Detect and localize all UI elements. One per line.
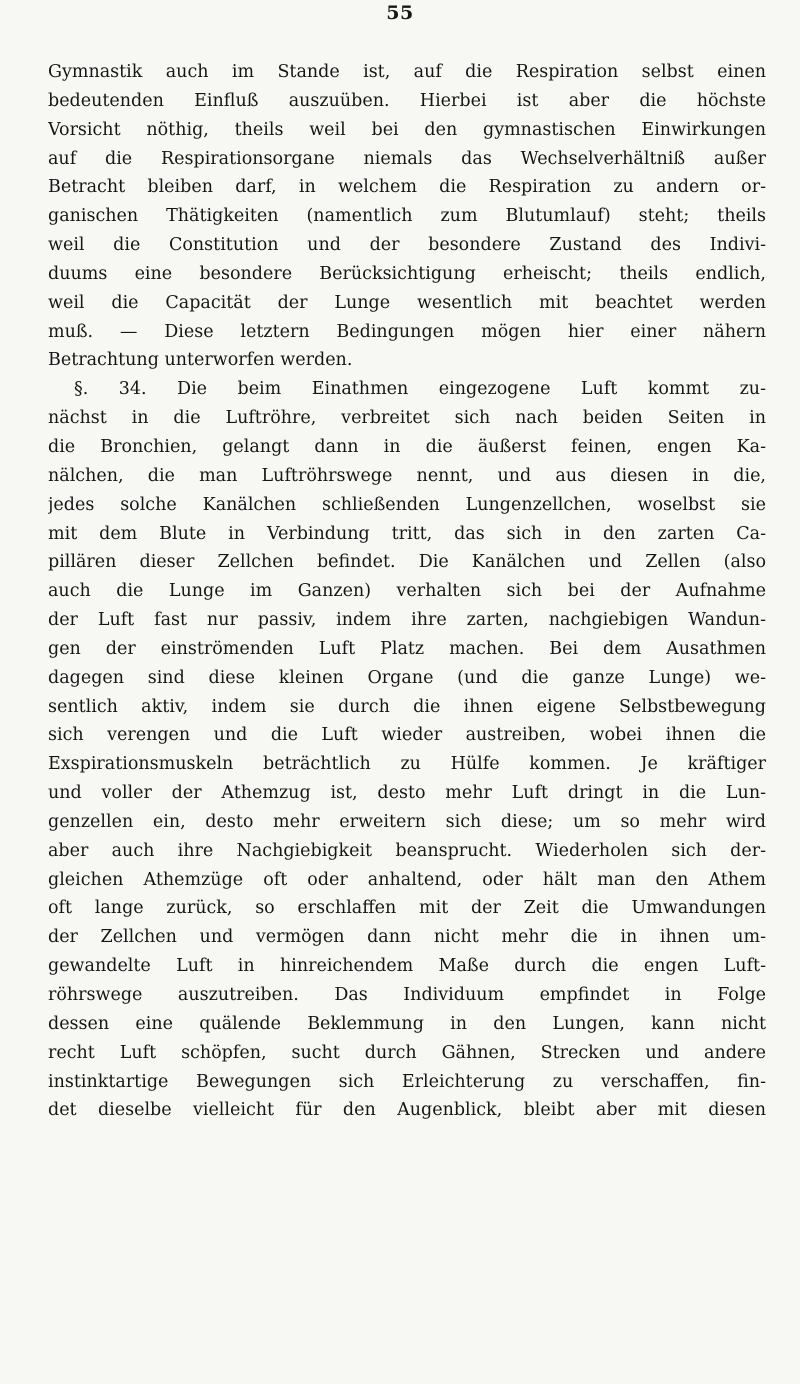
text-line: instinktartige Bewegungen sich Erleichterung zu verschaffen, fin- [48,1071,766,1092]
text-line: det dieselbe vielleicht für den Augenblick, bleibt aber mit diesen [48,1100,766,1121]
text-line: recht Luft schöpfen, sucht durch Gähnen, Strecken und andere [48,1042,766,1063]
text-line: Vorsicht nöthig, theils weil bei den gymnastischen Einwirkungen [48,119,766,140]
text-line: bedeutenden Einfluß auszuüben. Hierbei ist aber die höchste [48,90,766,111]
text-line: nälchen, die man Luftröhrswege nennt, und aus diesen in die, [48,465,766,486]
text-line: dagegen sind diese kleinen Organe (und die ganze Lunge) we- [48,667,766,688]
text-line: oft lange zurück, so erschlaffen mit der Zeit die Umwandungen [48,898,766,919]
text-line: auch die Lunge im Ganzen) verhalten sich bei der Aufnahme [48,581,766,602]
text-line: dessen eine quälende Beklemmung in den Lungen, kann nicht [48,1013,766,1034]
text-line: röhrswege auszutreiben. Das Individuum empfindet in Folge [48,985,766,1005]
text-line: ganischen Thätigkeiten (namentlich zum Blutumlauf) steht; theils [48,206,766,227]
text-line: weil die Constitution und der besondere Zustand des Indivi- [48,235,766,256]
text-line: mit dem Blute in Verbindung tritt, das sich in den zarten Ca- [48,523,766,544]
text-line: gen der einströmenden Luft Platz machen. Bei dem Ausathmen [48,638,766,659]
text-line: gleichen Athemzüge oft oder anhaltend, oder hält man den Athem [48,869,766,890]
text-line: Exspirationsmuskeln beträchtlich zu Hülfe kommen. Je kräftiger [48,754,766,775]
text-line: und voller der Athemzug ist, desto mehr Luft dringt in die Lun- [48,783,766,804]
text-line: auf die Respirationsorgane niemals das Wechselverhältniß außer [48,148,766,169]
text-line: Gymnastik auch im Stande ist, auf die Respiration selbst einen [48,62,766,82]
text-line: duums eine besondere Berücksichtigung erheischt; theils endlich, [48,263,766,284]
text-line: jedes solche Kanälchen schließenden Lungenzellchen, woselbst sie [48,494,766,515]
text-line: muß. — Diese letztern Bedingungen mögen hier einer nähern [48,321,766,342]
section-heading-line: §. 34. Die beim Einathmen eingezogene Luft kommt zu- [74,379,766,400]
text-line: die Bronchien, gelangt dann in die äußerst feinen, engen Ka- [48,436,766,457]
body-text [48,58,766,1125]
page-number: 55 [386,2,414,24]
text-line: der Zellchen und vermögen dann nicht mehr die in ihnen um- [48,927,766,948]
text-line: sich verengen und die Luft wieder austreiben, wobei ihnen die [48,725,766,746]
text-line: gewandelte Luft in hinreichendem Maße durch die engen Luft- [48,956,766,977]
text-line: Betracht bleiben darf, in welchem die Respiration zu andern or- [48,177,766,198]
paragraph-end-line: Betrachtung unterworfen werden. [48,350,353,371]
text-line: weil die Capacität der Lunge wesentlich mit beachtet werden [48,292,766,313]
text-line: pillären dieser Zellchen befindet. Die Kanälchen und Zellen (also [48,552,766,573]
text-line: sentlich aktiv, indem sie durch die ihnen eigene Selbstbewegung [48,696,766,717]
text-line: der Luft fast nur passiv, indem ihre zarten, nachgiebigen Wandun- [48,610,766,631]
text-line: nächst in die Luftröhre, verbreitet sich nach beiden Seiten in [48,408,766,429]
text-line: genzellen ein, desto mehr erweitern sich diese; um so mehr wird [48,811,766,832]
text-line: aber auch ihre Nachgiebigkeit beansprucht. Wiederholen sich der- [48,840,766,861]
